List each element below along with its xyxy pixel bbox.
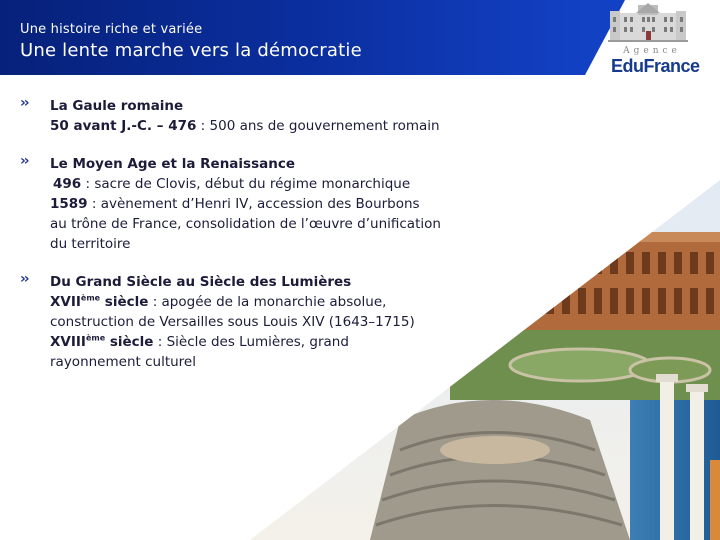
chevron-bullet-icon: ›› <box>20 95 28 111</box>
section-line: rayonnement culturel <box>50 354 196 370</box>
section-grand-siecle <box>20 272 490 372</box>
building-logo-icon <box>608 3 688 43</box>
section-gaule-romaine <box>20 96 490 136</box>
chevron-bullet-icon: ›› <box>20 153 28 169</box>
header-title: Une lente marche vers la démocratie <box>20 40 362 61</box>
section-line: du territoire <box>50 236 131 252</box>
section-line: XVIIème siècle : apogée de la monarchie absolue, <box>50 293 387 310</box>
section-title: La Gaule romaine <box>50 98 184 114</box>
chevron-bullet-icon: ›› <box>20 271 28 287</box>
slide-content <box>20 96 490 390</box>
header-kicker: Une histoire riche et variée <box>20 22 203 37</box>
section-line: au trône de France, consolidation de l’œuvre d’unification <box>50 216 441 232</box>
section-line: 496 : sacre de Clovis, début du régime monarchique <box>53 176 411 192</box>
section-line: XVIIIème siècle : Siècle des Lumières, grand <box>50 333 349 350</box>
section-line: construction de Versailles sous Louis XIV (1643–1715) <box>50 314 415 330</box>
header-band <box>0 0 585 75</box>
section-title: Du Grand Siècle au Siècle des Lumières <box>50 274 352 290</box>
logo-name-text: EduFrance <box>611 56 700 76</box>
logo-agence-text: Agence <box>623 46 681 56</box>
section-line: 50 avant J.-C. – 476 : 500 ans de gouvernement romain <box>50 118 440 134</box>
section-title: Le Moyen Age et la Renaissance <box>50 156 295 172</box>
section-moyen-age <box>20 154 490 254</box>
edufrance-logo <box>608 3 716 75</box>
section-line: 1589 : avènement d’Henri IV, accession des Bourbons <box>50 196 420 212</box>
slide-header <box>0 0 720 75</box>
